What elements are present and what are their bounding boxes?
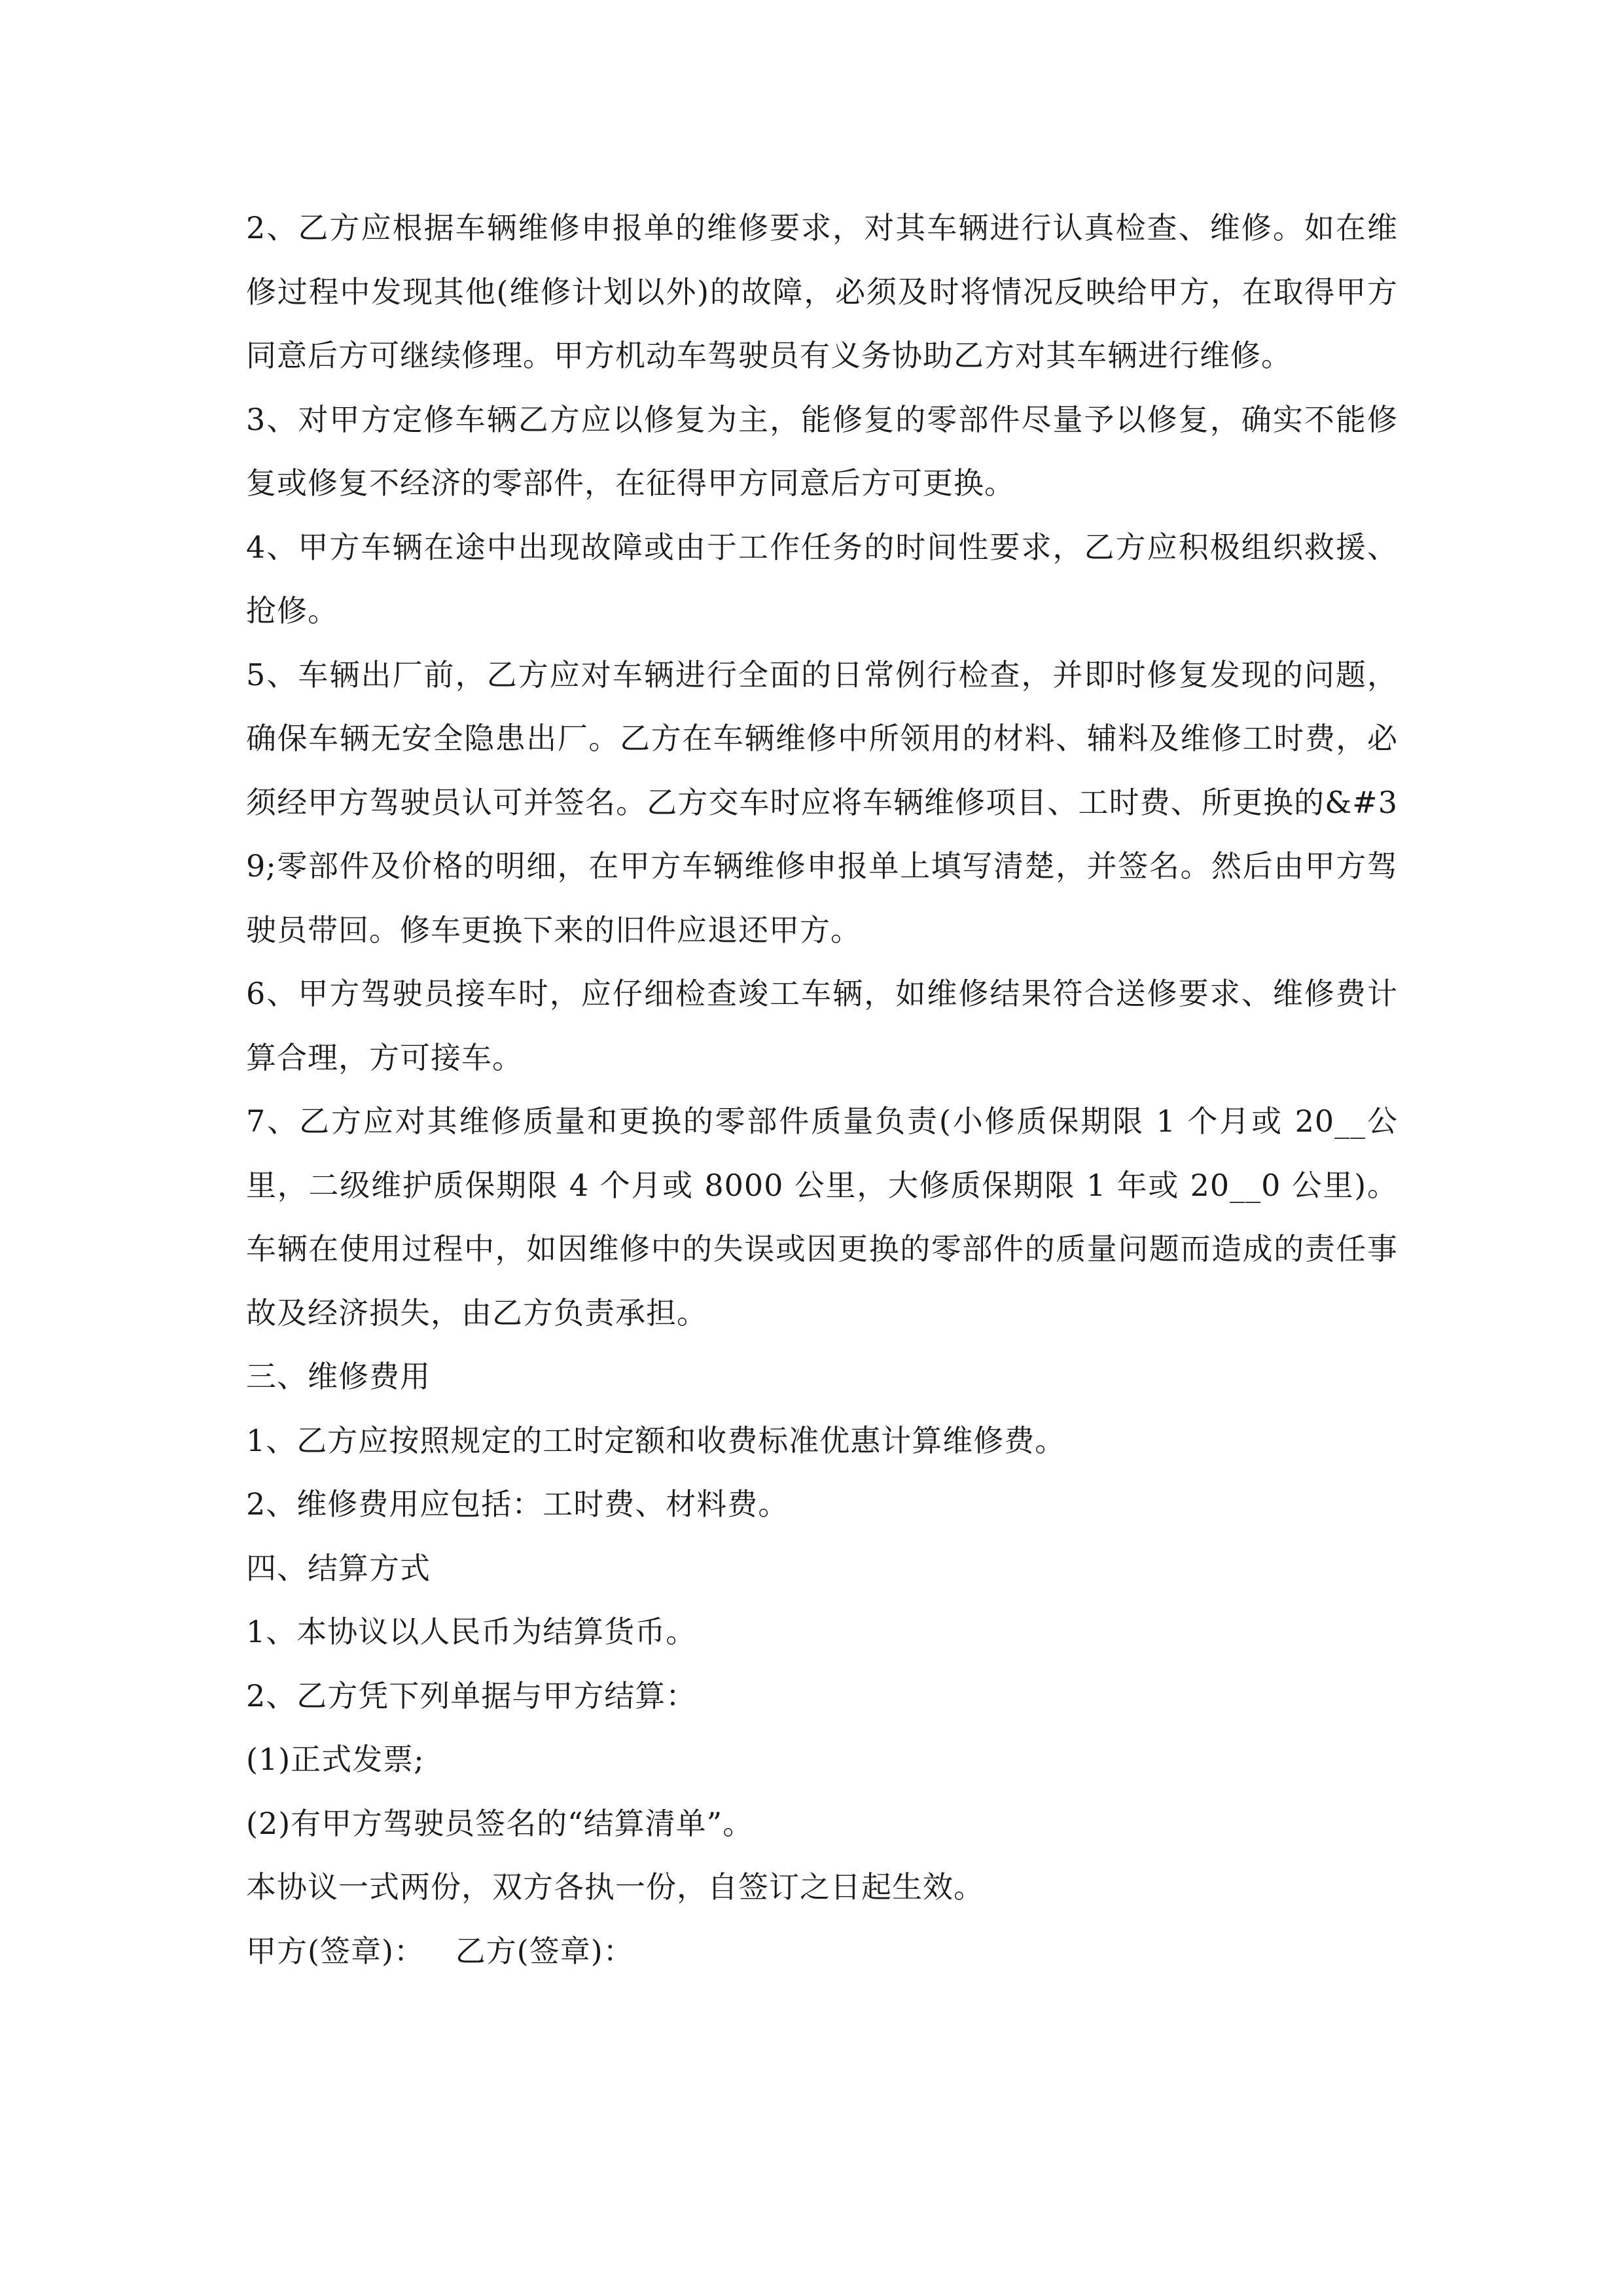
fee-clause-2: 2、维修费用应包括：工时费、材料费。 [246, 1486, 789, 1522]
clause-6-vehicle-acceptance: 6、甲方驾驶员接车时，应仔细检查竣工车辆，如维修结果符合送修要求、维修费计算合理，方可接车。 [246, 976, 1398, 1075]
settlement-item-statement: (2)有甲方驾驶员签名的“结算清单”。 [246, 1805, 754, 1841]
settlement-clause-2: 2、乙方凭下列单据与甲方结算： [246, 1677, 697, 1713]
clause-3-repair-priority: 3、对甲方定修车辆乙方应以修复为主，能修复的零部件尽量予以修复，确实不能修复或修复不经济的零部件，在征得甲方同意后方可更换。 [246, 401, 1398, 501]
section-heading-settlement: 四、结算方式 [246, 1550, 431, 1586]
clause-2-inspection-repair: 2、乙方应根据车辆维修申报单的维修要求，对其车辆进行认真检查、维修。如在维修过程中发现其他(维修计划以外)的故障，必须及时将情况反映给甲方，在取得甲方同意后方可继续修理。甲方机动车驾驶员有义务协助乙方对其车辆进行维修。 [246, 210, 1398, 373]
fee-clause-1: 1、乙方应按照规定的工时定额和收费标准优惠计算维修费。 [246, 1422, 1066, 1458]
settlement-item-invoice: (1)正式发票; [246, 1742, 425, 1777]
agreement-copies-clause: 本协议一式两份，双方各执一份，自签订之日起生效。 [246, 1869, 984, 1905]
clause-5-pre-delivery-check: 5、车辆出厂前，乙方应对车辆进行全面的日常例行检查，并即时修复发现的问题，确保车辆无安全隐患出厂。乙方在车辆维修中所领用的材料、辅料及维修工时费，必须经甲方驾驶员认可并签名。乙方交车时应将车辆维修项目、工时费、所更换的&#39;零部件及价格的明细，在甲方车辆维修申报单上填写清楚，并签名。然后由甲方驾驶员带回。修车更换下来的旧件应退还甲方。 [246, 656, 1398, 948]
clause-7-quality-warranty: 7、乙方应对其维修质量和更换的零部件质量负责(小修质保期限 1 个月或 20__公里，二级维护质保期限 4 个月或 8000 公里，大修质保期限 1 年或 20__0 公里)。车辆在使用过程中，如因维修中的失误或因更换的零部件的质量问题而造成的责任事故及经济损失，由乙方负责承担。 [246, 1103, 1398, 1331]
document-body [246, 196, 1398, 1983]
settlement-clause-1: 1、本协议以人民币为结算货币。 [246, 1614, 697, 1649]
clause-4-roadside-rescue: 4、甲方车辆在途中出现故障或由于工作任务的时间性要求，乙方应积极组织救援、抢修。 [246, 529, 1398, 628]
signature-line: 甲方(签章)： 乙方(签章)： [246, 1933, 634, 1969]
section-heading-repair-fees: 三、维修费用 [246, 1359, 431, 1394]
